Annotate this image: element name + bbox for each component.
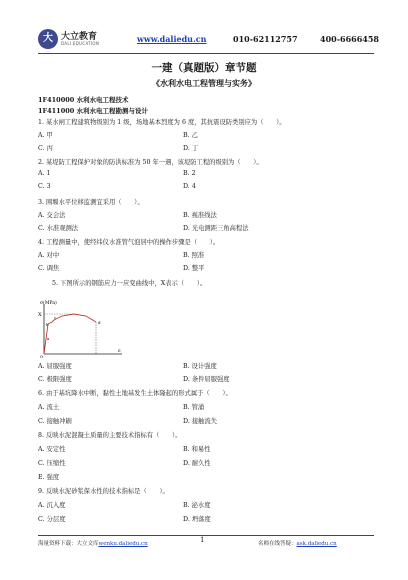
option-a[interactable]: A. 甲 [38, 132, 53, 139]
option-d[interactable]: D. 4 [183, 183, 196, 190]
option-b[interactable]: B. 视准线法 [183, 212, 217, 219]
option-d[interactable]: D. 条件屈服强度 [183, 376, 230, 383]
footer-divider [38, 535, 374, 536]
option-d[interactable]: D. 光电测距三角高程法 [183, 225, 249, 232]
option-c[interactable]: C. 3 [38, 183, 51, 190]
stress-strain-curve [44, 314, 96, 354]
option-b[interactable]: B. 乙 [183, 132, 198, 139]
option-d[interactable]: D. 接触流失 [183, 418, 218, 425]
option-c[interactable]: C. 水准观测法 [38, 225, 79, 232]
ask-link[interactable]: ask.daliedu.cn [296, 541, 337, 547]
wenku-link[interactable]: wenku.daliedu.cn [98, 541, 148, 547]
mark-x: X [38, 312, 42, 318]
option-c[interactable]: C. 调焦 [38, 265, 60, 272]
option-b[interactable]: B. 照准 [183, 252, 205, 259]
document-title: 一建（真题版）章节题 [151, 62, 257, 74]
option-a[interactable]: A. 1 [38, 170, 51, 177]
option-b[interactable]: B. 管涌 [183, 404, 205, 411]
mark-a: a [47, 336, 50, 341]
question-stem: 4. 工程测量中，使经纬仪水准管气泡居中的操作步骤是（ ）。 [38, 239, 220, 246]
option-d[interactable]: D. 丁 [183, 145, 199, 152]
mark-c: c [54, 315, 57, 320]
phone-number-2: 400-6666458 [320, 34, 379, 44]
mark-b: b [46, 322, 49, 327]
y-axis-label: σ(MPa) [40, 301, 57, 306]
question-stem: 2. 某堤防工程保护对象的防洪标准为 50 年一遇，该堤防工程的级别为（ ）。 [38, 159, 263, 166]
option-b[interactable]: B. 和易性 [183, 446, 211, 453]
option-a[interactable]: A. 流土 [38, 404, 60, 411]
option-a[interactable]: A. 沉入度 [38, 502, 66, 509]
logo [38, 28, 108, 50]
option-c[interactable]: C. 极限强度 [38, 376, 72, 383]
website-link[interactable]: www.daliedu.cn [137, 34, 207, 44]
header-divider [38, 53, 374, 54]
logo-english: DALI EDUCATION [61, 41, 100, 46]
option-c[interactable]: C. 丙 [38, 145, 53, 152]
mark-d: d [98, 320, 101, 325]
question-stem: 9. 反映水泥砂浆保水性的技术指标是（ ）。 [38, 488, 169, 495]
question-stem: 1. 某水闸工程建筑物级别为 1 级，场地基本烈度为 6 度，其抗震设防类别应为（ ）。 [38, 119, 286, 126]
section-heading-1: 1F410000 水利水电工程技术 [38, 96, 129, 104]
question-stem: 3. 围堰水平位移监测宜采用（ ）。 [38, 199, 144, 206]
page-number: 1 [200, 536, 205, 544]
option-e[interactable]: E. 强度 [38, 474, 60, 481]
option-a[interactable]: A. 屈服强度 [38, 363, 72, 370]
question-stem: 5. 下图所示的钢筋应力一应变曲线中，X表示（ ）。 [52, 280, 207, 287]
option-b[interactable]: B. 2 [183, 170, 196, 177]
document-subtitle: 《水利水电工程管理与实务》 [152, 78, 256, 88]
question-stem: 6. 由于基坑降水中断，黏性土地基发生土体隆起的形式属于（ ）。 [38, 390, 232, 397]
footer-right [258, 539, 337, 547]
option-a[interactable]: A. 安定性 [38, 446, 66, 453]
option-d[interactable]: D. 坍落度 [183, 516, 211, 523]
option-c[interactable]: C. 分层度 [38, 516, 66, 523]
footer-right-label: 名师在线答疑： [258, 541, 297, 547]
phone-number-1: 010-62112757 [233, 34, 298, 44]
option-b[interactable]: B. 设计强度 [183, 363, 217, 370]
x-axis-label: ε [118, 348, 121, 354]
logo-name: 大立教育 [61, 32, 98, 42]
option-b[interactable]: B. 泌水度 [183, 502, 211, 509]
question-stem: 8. 反映水泥混凝土质量的主要技术指标有（ ）。 [38, 432, 182, 439]
option-a[interactable]: A. 交会法 [38, 212, 66, 219]
option-d[interactable]: D. 整平 [183, 265, 205, 272]
footer-left [38, 539, 148, 547]
option-c[interactable]: C. 接触冲刷 [38, 418, 72, 425]
option-c[interactable]: C. 压缩性 [38, 460, 66, 467]
stress-strain-figure [38, 300, 124, 358]
footer-left-label: 海量资料下载：大立文库 [38, 541, 99, 547]
section-heading-2: 1F411000 水利水电工程勘测与设计 [38, 107, 149, 115]
logo-mark-icon: 大 [38, 29, 58, 49]
origin-label: O [40, 354, 44, 358]
option-a[interactable]: A. 对中 [38, 252, 60, 259]
option-d[interactable]: D. 耐久性 [183, 460, 211, 467]
